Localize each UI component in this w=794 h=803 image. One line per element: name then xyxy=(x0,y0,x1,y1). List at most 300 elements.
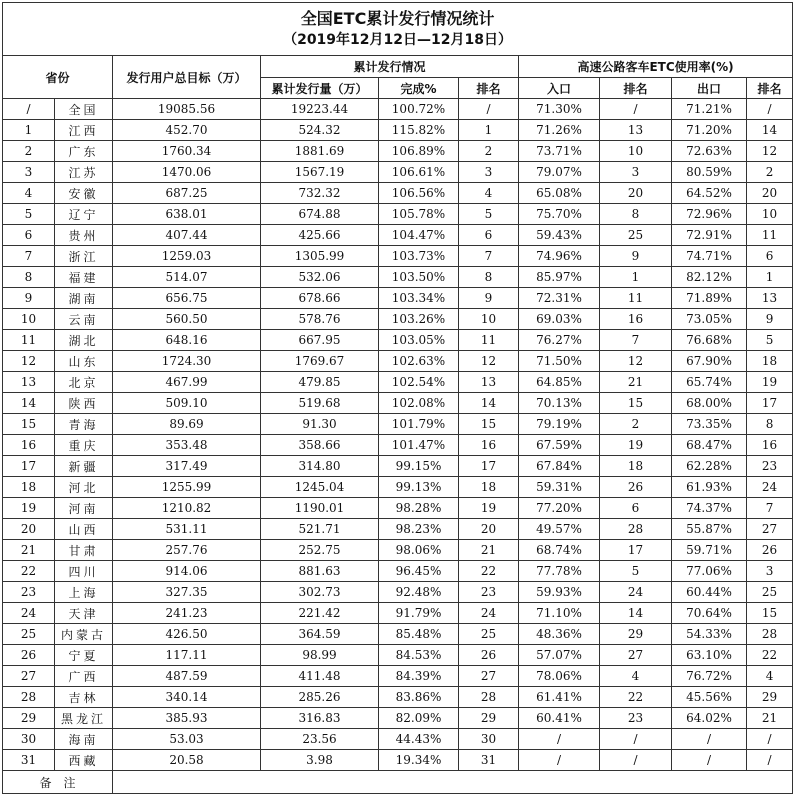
cell-exit-rank: 19 xyxy=(747,372,793,393)
note-content xyxy=(113,771,793,794)
cell-entry-rank: 5 xyxy=(600,561,672,582)
cell-exit-rank: 21 xyxy=(747,708,793,729)
cell-target: 452.70 xyxy=(113,120,261,141)
cell-province: 重庆 xyxy=(55,435,113,456)
table-row xyxy=(3,750,793,771)
cell-rank: 18 xyxy=(459,477,519,498)
cell-exit-rate: 60.44% xyxy=(672,582,747,603)
cell-entry-rate: 72.31% xyxy=(519,288,600,309)
cell-target: 1255.99 xyxy=(113,477,261,498)
cell-exit-rank: 10 xyxy=(747,204,793,225)
cell-exit-rank: 25 xyxy=(747,582,793,603)
table-row xyxy=(3,687,793,708)
cell-exit-rank: 13 xyxy=(747,288,793,309)
cell-province: 浙江 xyxy=(55,246,113,267)
cell-entry-rank: 1 xyxy=(600,267,672,288)
cell-entry-rank: / xyxy=(600,750,672,771)
cell-entry-rank: 9 xyxy=(600,246,672,267)
cell-entry-rank: 11 xyxy=(600,288,672,309)
cell-province: 山西 xyxy=(55,519,113,540)
cell-completion: 104.47% xyxy=(379,225,459,246)
cell-entry-rank: 16 xyxy=(600,309,672,330)
cell-entry-rank: 10 xyxy=(600,141,672,162)
cell-completion: 91.79% xyxy=(379,603,459,624)
cell-rank: 23 xyxy=(459,582,519,603)
cell-exit-rate: 64.52% xyxy=(672,183,747,204)
table-row xyxy=(3,435,793,456)
cell-completion: 82.09% xyxy=(379,708,459,729)
cell-entry-rate: 65.08% xyxy=(519,183,600,204)
cell-rank: 4 xyxy=(459,183,519,204)
cell-target: 353.48 xyxy=(113,435,261,456)
cell-row-number: 17 xyxy=(3,456,55,477)
cell-issued: 1305.99 xyxy=(261,246,379,267)
cell-issued: 532.06 xyxy=(261,267,379,288)
cell-row-number: 21 xyxy=(3,540,55,561)
cell-exit-rank: / xyxy=(747,729,793,750)
cell-target: 1210.82 xyxy=(113,498,261,519)
header-exit-rank: 排名 xyxy=(747,78,793,99)
table-row xyxy=(3,645,793,666)
cell-entry-rate: 79.19% xyxy=(519,414,600,435)
cell-exit-rate: 73.35% xyxy=(672,414,747,435)
cell-target: 257.76 xyxy=(113,540,261,561)
cell-exit-rate: 71.21% xyxy=(672,99,747,120)
cell-completion: 85.48% xyxy=(379,624,459,645)
cell-exit-rate: 82.12% xyxy=(672,267,747,288)
cell-province: 甘肃 xyxy=(55,540,113,561)
cell-entry-rank: 23 xyxy=(600,708,672,729)
cell-target: 656.75 xyxy=(113,288,261,309)
table-row xyxy=(3,603,793,624)
cell-exit-rate: 76.72% xyxy=(672,666,747,687)
cell-exit-rank: 12 xyxy=(747,141,793,162)
cell-entry-rate: 61.41% xyxy=(519,687,600,708)
header-target: 发行用户总目标（万） xyxy=(113,56,261,99)
cell-rank: 26 xyxy=(459,645,519,666)
cell-row-number: 8 xyxy=(3,267,55,288)
cell-issued: 521.71 xyxy=(261,519,379,540)
cell-province: 广西 xyxy=(55,666,113,687)
cell-completion: 103.73% xyxy=(379,246,459,267)
cell-rank: 1 xyxy=(459,120,519,141)
table-row xyxy=(3,582,793,603)
cell-target: 531.11 xyxy=(113,519,261,540)
cell-province: 吉林 xyxy=(55,687,113,708)
cell-entry-rank: 15 xyxy=(600,393,672,414)
cell-province: 河北 xyxy=(55,477,113,498)
table-row xyxy=(3,414,793,435)
cell-row-number: 7 xyxy=(3,246,55,267)
cell-exit-rank: 11 xyxy=(747,225,793,246)
cell-completion: 98.06% xyxy=(379,540,459,561)
cell-rank: 13 xyxy=(459,372,519,393)
cell-row-number: 26 xyxy=(3,645,55,666)
cell-issued: 524.32 xyxy=(261,120,379,141)
cell-entry-rank: 24 xyxy=(600,582,672,603)
table-subtitle: （2019年12月12日—12月18日） xyxy=(283,32,512,48)
cell-completion: 103.26% xyxy=(379,309,459,330)
cell-exit-rate: / xyxy=(672,729,747,750)
cell-province: 河南 xyxy=(55,498,113,519)
cell-entry-rate: 77.20% xyxy=(519,498,600,519)
cell-rank: 6 xyxy=(459,225,519,246)
cell-entry-rate: 59.31% xyxy=(519,477,600,498)
cell-exit-rate: 68.00% xyxy=(672,393,747,414)
cell-rank: 7 xyxy=(459,246,519,267)
cell-target: 487.59 xyxy=(113,666,261,687)
cell-issued: 578.76 xyxy=(261,309,379,330)
table-row xyxy=(3,708,793,729)
cell-rank: 14 xyxy=(459,393,519,414)
cell-target: 340.14 xyxy=(113,687,261,708)
cell-exit-rate: 73.05% xyxy=(672,309,747,330)
cell-exit-rank: 27 xyxy=(747,519,793,540)
cell-row-number: 3 xyxy=(3,162,55,183)
cell-exit-rate: 71.20% xyxy=(672,120,747,141)
cell-completion: 106.89% xyxy=(379,141,459,162)
header-exit: 出口 xyxy=(672,78,747,99)
cell-exit-rank: 17 xyxy=(747,393,793,414)
cell-province: 西藏 xyxy=(55,750,113,771)
cell-entry-rank: 4 xyxy=(600,666,672,687)
cell-target: 1470.06 xyxy=(113,162,261,183)
cell-exit-rank: 5 xyxy=(747,330,793,351)
cell-row-number: 24 xyxy=(3,603,55,624)
table-row xyxy=(3,183,793,204)
cell-entry-rank: 8 xyxy=(600,204,672,225)
table-row xyxy=(3,519,793,540)
note-label: 备 注 xyxy=(3,771,113,794)
cell-target: 509.10 xyxy=(113,393,261,414)
cell-row-number: 4 xyxy=(3,183,55,204)
cell-row-number: 18 xyxy=(3,477,55,498)
cell-issued: 1245.04 xyxy=(261,477,379,498)
cell-completion: 99.15% xyxy=(379,456,459,477)
cell-issued: 252.75 xyxy=(261,540,379,561)
cell-entry-rate: 85.97% xyxy=(519,267,600,288)
table-row xyxy=(3,246,793,267)
cell-entry-rate: / xyxy=(519,750,600,771)
cell-target: 53.03 xyxy=(113,729,261,750)
cell-exit-rate: 45.56% xyxy=(672,687,747,708)
cell-exit-rate: 59.71% xyxy=(672,540,747,561)
cell-target: 407.44 xyxy=(113,225,261,246)
cell-rank: 2 xyxy=(459,141,519,162)
cell-issued: 316.83 xyxy=(261,708,379,729)
cell-row-number: 23 xyxy=(3,582,55,603)
cell-province: 青海 xyxy=(55,414,113,435)
cell-province: 山东 xyxy=(55,351,113,372)
cell-row-number: 20 xyxy=(3,519,55,540)
cell-entry-rank: 13 xyxy=(600,120,672,141)
table-row xyxy=(3,225,793,246)
table-row xyxy=(3,99,793,120)
cell-completion: 98.23% xyxy=(379,519,459,540)
cell-issued: 19223.44 xyxy=(261,99,379,120)
cell-rank: 8 xyxy=(459,267,519,288)
header-issued: 累计发行量（万） xyxy=(261,78,379,99)
cell-row-number: 9 xyxy=(3,288,55,309)
cell-rank: 19 xyxy=(459,498,519,519)
cell-exit-rank: 23 xyxy=(747,456,793,477)
cell-exit-rate: 63.10% xyxy=(672,645,747,666)
cell-row-number: 5 xyxy=(3,204,55,225)
note-row xyxy=(3,771,793,794)
cell-exit-rate: 72.91% xyxy=(672,225,747,246)
cell-row-number: 13 xyxy=(3,372,55,393)
cell-exit-rate: / xyxy=(672,750,747,771)
cell-exit-rank: / xyxy=(747,99,793,120)
table-row xyxy=(3,330,793,351)
cell-row-number: 10 xyxy=(3,309,55,330)
table-row xyxy=(3,666,793,687)
cell-completion: 106.56% xyxy=(379,183,459,204)
cell-target: 1259.03 xyxy=(113,246,261,267)
cell-completion: 106.61% xyxy=(379,162,459,183)
table-row xyxy=(3,309,793,330)
cell-exit-rate: 74.71% xyxy=(672,246,747,267)
cell-entry-rank: 19 xyxy=(600,435,672,456)
cell-completion: 101.47% xyxy=(379,435,459,456)
cell-entry-rank: 28 xyxy=(600,519,672,540)
cell-entry-rate: 49.57% xyxy=(519,519,600,540)
cell-target: 89.69 xyxy=(113,414,261,435)
cell-rank: 31 xyxy=(459,750,519,771)
cell-issued: 1769.67 xyxy=(261,351,379,372)
cell-issued: 358.66 xyxy=(261,435,379,456)
cell-entry-rank: 29 xyxy=(600,624,672,645)
cell-exit-rank: 1 xyxy=(747,267,793,288)
cell-entry-rank: 27 xyxy=(600,645,672,666)
cell-issued: 1567.19 xyxy=(261,162,379,183)
cell-rank: 11 xyxy=(459,330,519,351)
cell-entry-rank: 26 xyxy=(600,477,672,498)
table-row xyxy=(3,120,793,141)
cell-completion: 103.34% xyxy=(379,288,459,309)
cell-rank: 22 xyxy=(459,561,519,582)
cell-entry-rate: 57.07% xyxy=(519,645,600,666)
cell-issued: 881.63 xyxy=(261,561,379,582)
cell-row-number: 1 xyxy=(3,120,55,141)
cell-entry-rate: 59.93% xyxy=(519,582,600,603)
cell-target: 1760.34 xyxy=(113,141,261,162)
cell-exit-rank: 26 xyxy=(747,540,793,561)
cell-exit-rate: 64.02% xyxy=(672,708,747,729)
cell-entry-rate: 74.96% xyxy=(519,246,600,267)
cell-completion: 100.72% xyxy=(379,99,459,120)
cell-province: 内蒙古 xyxy=(55,624,113,645)
cell-exit-rate: 72.63% xyxy=(672,141,747,162)
cell-completion: 98.28% xyxy=(379,498,459,519)
table-row xyxy=(3,540,793,561)
table-row xyxy=(3,456,793,477)
cell-exit-rate: 68.47% xyxy=(672,435,747,456)
cell-exit-rank: 7 xyxy=(747,498,793,519)
cell-issued: 678.66 xyxy=(261,288,379,309)
cell-row-number: 6 xyxy=(3,225,55,246)
cell-entry-rank: 14 xyxy=(600,603,672,624)
header-completion: 完成% xyxy=(379,78,459,99)
cell-issued: 314.80 xyxy=(261,456,379,477)
table-row xyxy=(3,351,793,372)
cell-issued: 364.59 xyxy=(261,624,379,645)
table-row xyxy=(3,561,793,582)
table-row xyxy=(3,267,793,288)
cell-exit-rate: 71.89% xyxy=(672,288,747,309)
cell-province: 宁夏 xyxy=(55,645,113,666)
cell-entry-rate: 71.10% xyxy=(519,603,600,624)
cell-exit-rank: 8 xyxy=(747,414,793,435)
cell-target: 687.25 xyxy=(113,183,261,204)
cell-rank: 24 xyxy=(459,603,519,624)
cell-rank: 15 xyxy=(459,414,519,435)
cell-row-number: 27 xyxy=(3,666,55,687)
cell-completion: 44.43% xyxy=(379,729,459,750)
table-row xyxy=(3,288,793,309)
cell-rank: 5 xyxy=(459,204,519,225)
cell-entry-rate: 59.43% xyxy=(519,225,600,246)
cell-row-number: 2 xyxy=(3,141,55,162)
cell-completion: 96.45% xyxy=(379,561,459,582)
cell-completion: 83.86% xyxy=(379,687,459,708)
cell-issued: 221.42 xyxy=(261,603,379,624)
cell-row-number: 22 xyxy=(3,561,55,582)
cell-target: 327.35 xyxy=(113,582,261,603)
cell-row-number: 11 xyxy=(3,330,55,351)
cell-rank: / xyxy=(459,99,519,120)
etc-statistics-table xyxy=(2,2,793,794)
cell-province: 新疆 xyxy=(55,456,113,477)
cell-entry-rank: 22 xyxy=(600,687,672,708)
cell-issued: 98.99 xyxy=(261,645,379,666)
cell-target: 241.23 xyxy=(113,603,261,624)
cell-province: 江西 xyxy=(55,120,113,141)
cell-exit-rank: 6 xyxy=(747,246,793,267)
cell-exit-rank: 29 xyxy=(747,687,793,708)
cell-target: 648.16 xyxy=(113,330,261,351)
cell-exit-rank: 20 xyxy=(747,183,793,204)
cell-rank: 3 xyxy=(459,162,519,183)
table-row xyxy=(3,372,793,393)
cell-row-number: 14 xyxy=(3,393,55,414)
cell-row-number: 31 xyxy=(3,750,55,771)
cell-completion: 101.79% xyxy=(379,414,459,435)
cell-completion: 84.53% xyxy=(379,645,459,666)
table-row xyxy=(3,162,793,183)
cell-completion: 115.82% xyxy=(379,120,459,141)
table-row xyxy=(3,204,793,225)
cell-province: 江苏 xyxy=(55,162,113,183)
cell-row-number: 19 xyxy=(3,498,55,519)
cell-rank: 29 xyxy=(459,708,519,729)
cell-target: 467.99 xyxy=(113,372,261,393)
cell-entry-rate: 73.71% xyxy=(519,141,600,162)
cell-row-number: 29 xyxy=(3,708,55,729)
cell-target: 117.11 xyxy=(113,645,261,666)
cell-completion: 102.63% xyxy=(379,351,459,372)
cell-issued: 1881.69 xyxy=(261,141,379,162)
cell-issued: 425.66 xyxy=(261,225,379,246)
cell-exit-rank: 9 xyxy=(747,309,793,330)
cell-exit-rate: 80.59% xyxy=(672,162,747,183)
cell-entry-rate: 71.30% xyxy=(519,99,600,120)
cell-row-number: 25 xyxy=(3,624,55,645)
cell-entry-rank: 21 xyxy=(600,372,672,393)
cell-rank: 10 xyxy=(459,309,519,330)
table-title: 全国ETC累计发行情况统计 xyxy=(300,9,495,28)
cell-exit-rate: 72.96% xyxy=(672,204,747,225)
cell-exit-rate: 77.06% xyxy=(672,561,747,582)
cell-entry-rate: 67.84% xyxy=(519,456,600,477)
cell-completion: 103.50% xyxy=(379,267,459,288)
cell-province: 全国 xyxy=(55,99,113,120)
cell-completion: 19.34% xyxy=(379,750,459,771)
cell-province: 湖北 xyxy=(55,330,113,351)
cell-issued: 23.56 xyxy=(261,729,379,750)
cell-exit-rank: 2 xyxy=(747,162,793,183)
cell-province: 上海 xyxy=(55,582,113,603)
cell-entry-rank: 2 xyxy=(600,414,672,435)
cell-exit-rate: 76.68% xyxy=(672,330,747,351)
cell-province: 陕西 xyxy=(55,393,113,414)
cell-entry-rate: 71.26% xyxy=(519,120,600,141)
header-province: 省份 xyxy=(3,56,113,99)
cell-target: 914.06 xyxy=(113,561,261,582)
cell-rank: 20 xyxy=(459,519,519,540)
cell-entry-rank: 25 xyxy=(600,225,672,246)
cell-issued: 674.88 xyxy=(261,204,379,225)
cell-province: 辽宁 xyxy=(55,204,113,225)
cell-exit-rank: 24 xyxy=(747,477,793,498)
cell-province: 四川 xyxy=(55,561,113,582)
cell-entry-rank: 17 xyxy=(600,540,672,561)
cell-rank: 28 xyxy=(459,687,519,708)
cell-exit-rank: 4 xyxy=(747,666,793,687)
cell-rank: 25 xyxy=(459,624,519,645)
cell-province: 海南 xyxy=(55,729,113,750)
cell-province: 湖南 xyxy=(55,288,113,309)
cell-entry-rank: 20 xyxy=(600,183,672,204)
cell-rank: 27 xyxy=(459,666,519,687)
cell-issued: 411.48 xyxy=(261,666,379,687)
cell-rank: 21 xyxy=(459,540,519,561)
cell-entry-rank: / xyxy=(600,99,672,120)
cell-target: 20.58 xyxy=(113,750,261,771)
cell-exit-rate: 67.90% xyxy=(672,351,747,372)
cell-target: 426.50 xyxy=(113,624,261,645)
cell-exit-rate: 62.28% xyxy=(672,456,747,477)
cell-exit-rate: 55.87% xyxy=(672,519,747,540)
table-title-cell xyxy=(3,3,793,56)
cell-exit-rank: 14 xyxy=(747,120,793,141)
header-cumulative: 累计发行情况 xyxy=(261,56,519,78)
cell-province: 北京 xyxy=(55,372,113,393)
cell-issued: 667.95 xyxy=(261,330,379,351)
table-row xyxy=(3,393,793,414)
cell-row-number: 30 xyxy=(3,729,55,750)
cell-entry-rate: 67.59% xyxy=(519,435,600,456)
cell-target: 1724.30 xyxy=(113,351,261,372)
cell-exit-rank: 28 xyxy=(747,624,793,645)
cell-issued: 732.32 xyxy=(261,183,379,204)
cell-entry-rate: 77.78% xyxy=(519,561,600,582)
cell-rank: 9 xyxy=(459,288,519,309)
cell-entry-rate: 60.41% xyxy=(519,708,600,729)
cell-target: 19085.56 xyxy=(113,99,261,120)
cell-entry-rate: 76.27% xyxy=(519,330,600,351)
cell-issued: 91.30 xyxy=(261,414,379,435)
